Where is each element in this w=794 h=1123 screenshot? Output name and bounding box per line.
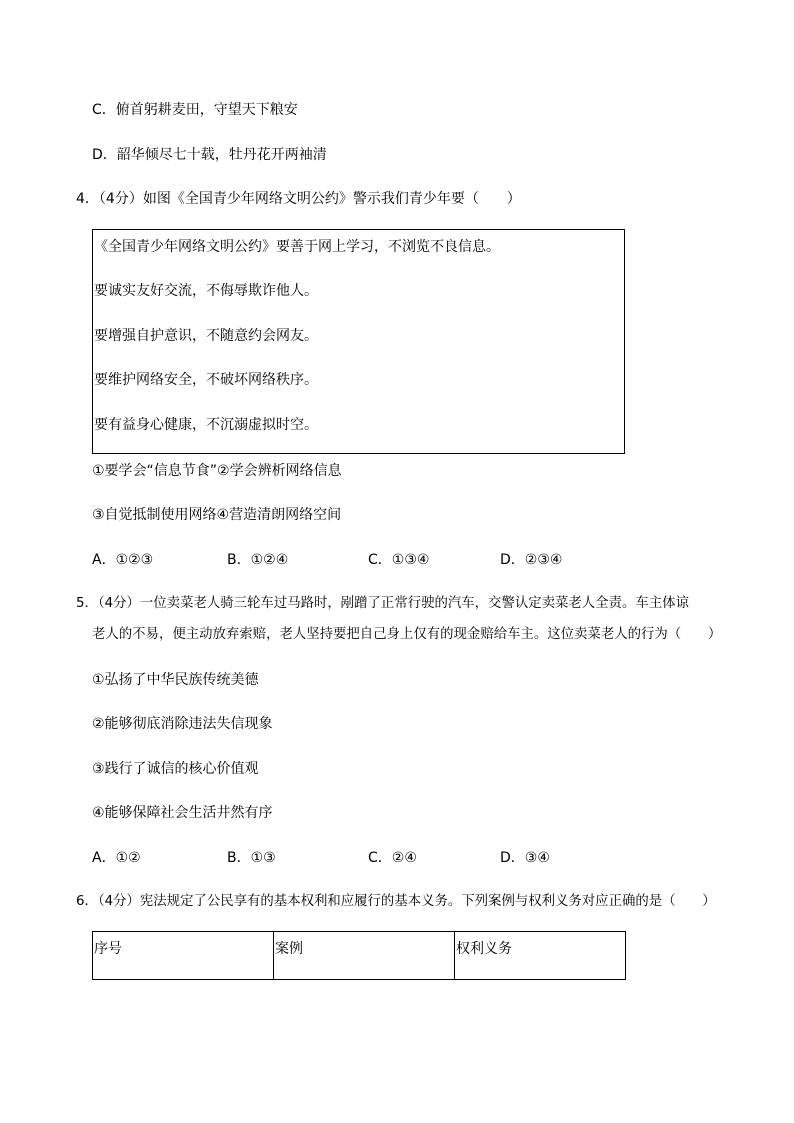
q4-statement: ③自觉抵制使用网络④营造清朗网络空间: [92, 507, 342, 523]
q5-option-d: D．③④: [500, 850, 550, 866]
q4-box-line: 《全国青少年网络文明公约》要善于网上学习，不浏览不良信息。: [94, 239, 500, 255]
table-header-row: [93, 932, 626, 980]
table-header-cell: 案例: [274, 932, 455, 980]
q3-option-c: C．俯首躬耕麦田，守望天下粮安: [92, 102, 298, 118]
q5-statement: ②能够彻底消除违法失信现象: [92, 716, 273, 732]
q6-table: [92, 931, 626, 980]
q4-option-d: D．②③④: [500, 552, 563, 568]
q5-statement: ①弘扬了中华民族传统美德: [92, 672, 259, 688]
q4-box-line: 要有益身心健康，不沉溺虚拟时空。: [94, 417, 318, 433]
q4-box-line: 要诚实友好交流，不侮辱欺诈他人。: [94, 283, 318, 299]
q5-stem-line1: 5．（4分）一位卖菜老人骑三轮车过马路时，剐蹭了正常行驶的汽车，交警认定卖菜老人全责。车主体谅: [76, 596, 689, 611]
q5-option-c: C．②④: [368, 850, 417, 866]
q5-statement: ③践行了诚信的核心价值观: [92, 761, 259, 777]
q4-stem: 4．（4分）如图《全国青少年网络文明公约》警示我们青少年要（ ）: [76, 191, 521, 207]
q5-option-a: A．①②: [92, 850, 141, 866]
q5-statement: ④能够保障社会生活井然有序: [92, 805, 273, 821]
q4-option-c: C．①③④: [368, 552, 430, 568]
q4-statement: ①要学会“信息节食”②学会辨析网络信息: [92, 463, 342, 479]
q4-box-line: 要增强自护意识，不随意约会网友。: [94, 328, 318, 344]
q4-option-a: A．①②③: [92, 552, 154, 568]
q4-box-line: 要维护网络安全，不破坏网络秩序。: [94, 372, 318, 388]
q4-convention-box: [92, 229, 625, 454]
table-header-cell: 序号: [93, 932, 274, 980]
q5-stem-line2: 老人的不易，便主动放弃索赔，老人坚持要把自己身上仅有的现金赔给车主。这位卖菜老人的行为（ ）: [92, 627, 722, 642]
q3-option-d: D．韶华倾尽七十载，牡丹花开两袖清: [92, 147, 327, 163]
q4-option-b: B．①②④: [227, 552, 289, 568]
q6-stem: 6．（4分）宪法规定了公民享有的基本权利和应履行的基本义务。下列案例与权利义务对应正确的是（ ）: [76, 894, 716, 909]
q5-option-b: B．①③: [227, 850, 276, 866]
table-header-cell: 权利义务: [455, 932, 626, 980]
